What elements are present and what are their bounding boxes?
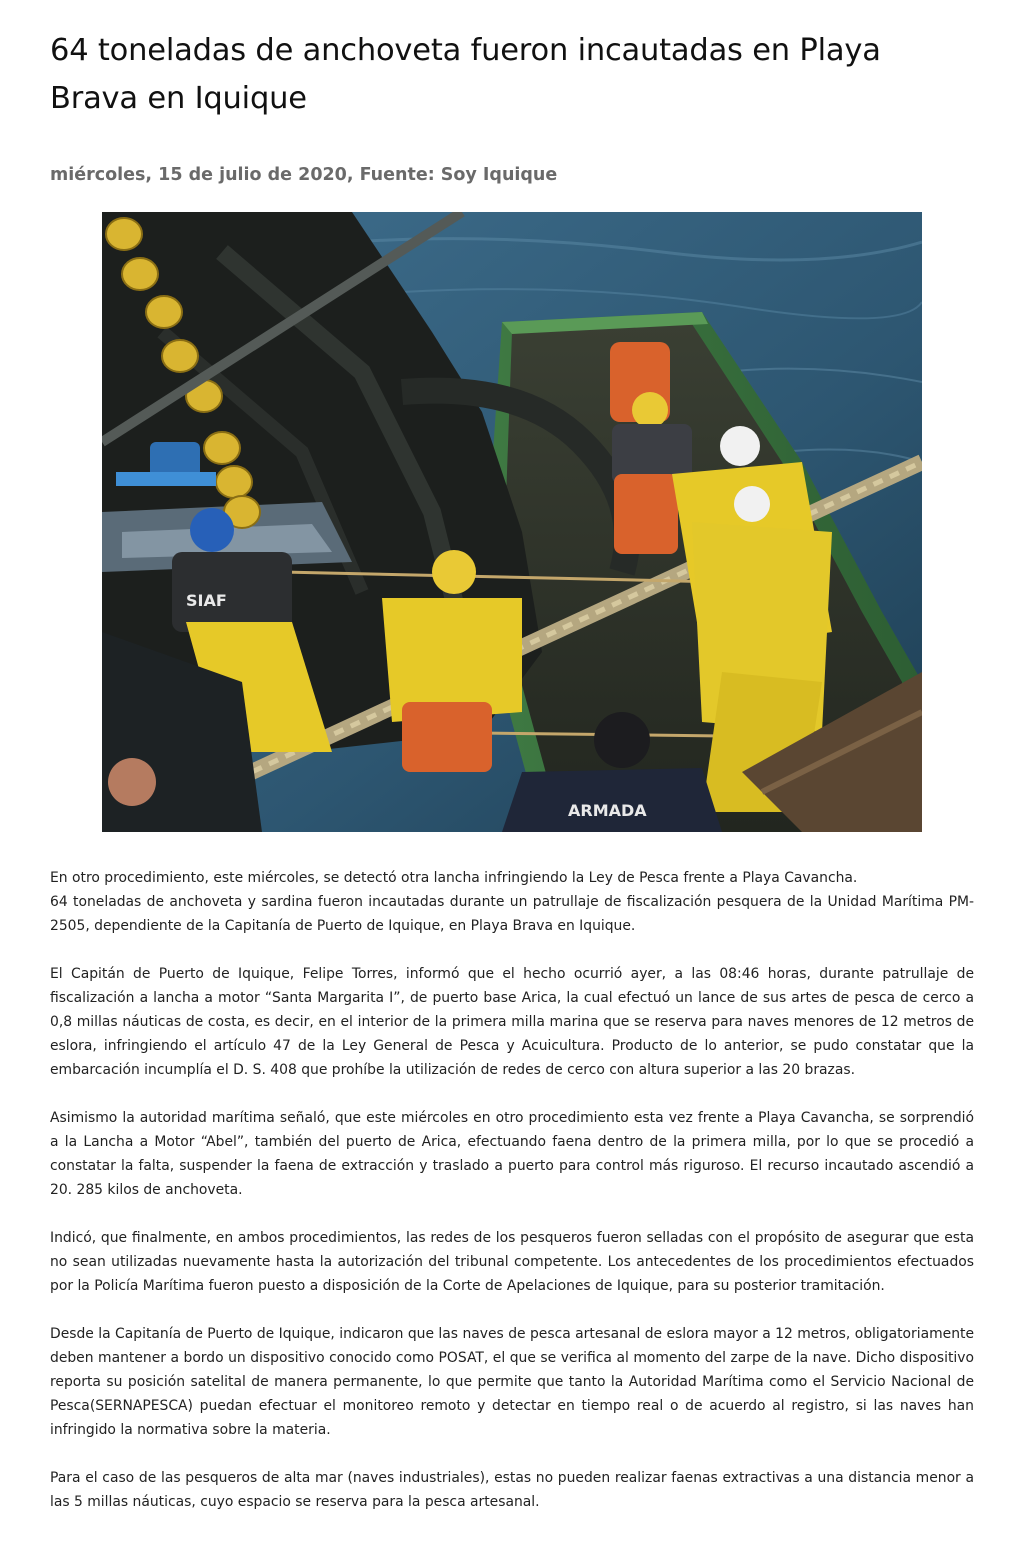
- article-paragraph: Para el caso de las pesqueros de alta mar (naves industriales), estas no pueden realizar faenas extractivas a una distancia menor a las 5 millas náuticas, cuyo espacio se reserva para la pesca artesanal.: [50, 1470, 974, 1510]
- article-paragraph: Asimismo la autoridad marítima señaló, que este miércoles en otro procedimiento esta vez frente a Playa Cavancha, se sorprendió a la Lancha a Motor “Abel”, también del puerto de Arica, efectuando faena dentro de la primera milla, por lo que se procedió a constatar la falta, suspender la faena de extracción y traslado a puerto para control más riguroso. El recurso incautado ascendió a 20. 285 kilos de anchoveta.: [50, 1110, 974, 1198]
- article-paragraph: En otro procedimiento, este miércoles, se detectó otra lancha infringiendo la Ley de Pesca frente a Playa Cavancha.: [50, 870, 858, 886]
- article-photo: [102, 212, 922, 832]
- article-dateline: miércoles, 15 de julio de 2020, Fuente: Soy Iquique: [50, 165, 558, 185]
- article-paragraph: Indicó, que finalmente, en ambos procedimientos, las redes de los pesqueros fueron selladas con el propósito de asegurar que esta no sean utilizadas nuevamente hasta la autorización del tribunal competente. Los antecedentes de los procedimientos efectuados por la Policía Marítima fueron puesto a disposición de la Corte de Apelaciones de Iquique, para su posterior tramitación.: [50, 1230, 974, 1294]
- article-paragraph: El Capitán de Puerto de Iquique, Felipe Torres, informó que el hecho ocurrió ayer, a las 08:46 horas, durante patrullaje de fiscalización a lancha a motor “Santa Margarita I”, de puerto base Arica, la cual efectuó un lance de sus artes de pesca de cerco a 0,8 millas náuticas de costa, es decir, en el interior de la primera milla marina que se reserva para naves menores de 12 metros de eslora, infringiendo el artículo 47 de la Ley General de Pesca y Acuicultura. Producto de lo anterior, se pudo constatar que la embarcación incumplía el D. S. 408 que prohíbe la utilización de redes de cerco con altura superior a las 20 brazas.: [50, 966, 974, 1078]
- article-title: 64 toneladas de anchoveta fueron incautadas en Playa Brava en Iquique: [50, 33, 881, 116]
- photo-vest-label: ARMADA: [568, 801, 647, 820]
- article-paragraph: 64 toneladas de anchoveta y sardina fueron incautadas durante un patrullaje de fiscalización pesquera de la Unidad Marítima PM-2505, dependiente de la Capitanía de Puerto de Iquique, en Playa Brava en Iquique.: [50, 894, 974, 934]
- article-paragraph: Desde la Capitanía de Puerto de Iquique, indicaron que las naves de pesca artesanal de eslora mayor a 12 metros, obligatoriamente deben mantener a bordo un dispositivo conocido como POSAT, el que se verifica al momento del zarpe de la nave. Dicho dispositivo reporta su posición satelital de manera permanente, lo que permite que tanto la Autoridad Marítima como el Servicio Nacional de Pesca(SERNAPESCA) puedan efectuar el monitoreo remoto y detectar en tiempo real o de acuerdo al registro, si las naves han infringido la normativa sobre la materia.: [50, 1326, 974, 1438]
- article-container: [50, 0, 974, 1510]
- article-body: [50, 866, 974, 1538]
- photo-shirt-label: SIAF: [186, 591, 227, 610]
